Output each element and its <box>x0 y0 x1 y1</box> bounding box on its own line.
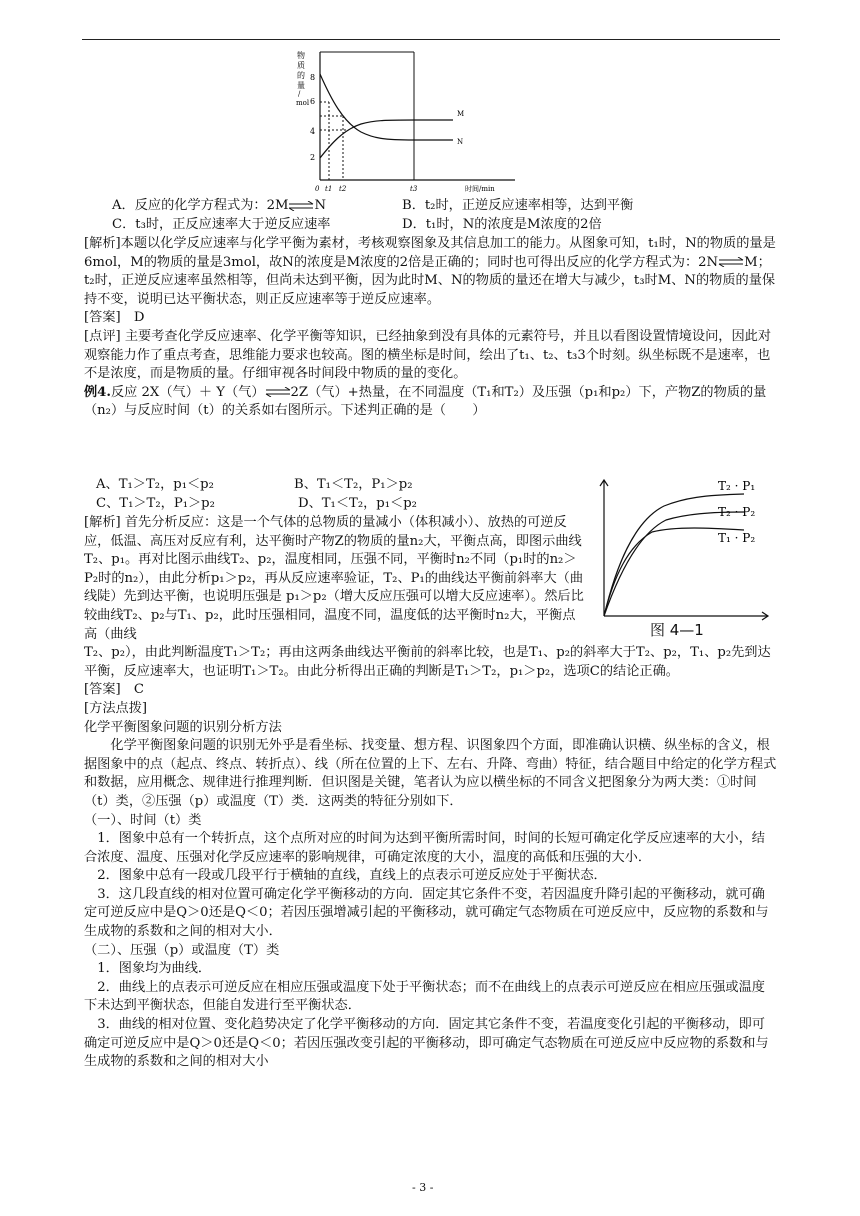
curve-label-t2-p1: T₂ · P₁ <box>718 479 756 493</box>
graph1-ylabel-4: 量 <box>297 81 305 90</box>
graph1-series-M-label: M <box>457 110 465 118</box>
graph1-ylabel-6: mol <box>296 99 310 107</box>
method-sec1-title: （一）、时间（t）类 <box>84 812 202 828</box>
method-heading: [方法点拨] <box>84 700 148 716</box>
graph1-ylabel-5: / <box>298 90 301 98</box>
graph1-xtick-t2: t2 <box>339 185 347 193</box>
ex4-stem-a: 反应 2X（气）＋ Y（气） <box>110 384 265 400</box>
method-sec1-item-2: 2．图象中总有一段或几段平行于横轴的直线，直线上的点表示可逆反应处于平衡状态． <box>97 868 607 884</box>
ex4-option-c: C、T₁＞T₂，P₁＞p₂ <box>96 496 215 511</box>
method-sec2-item-3: 3．曲线的相对位置、变化趋势决定了化学平衡移动的方向．固定其它条件不变，若温度变化引起的平衡移动，即可确定可逆反应中是Q＞0还是Q＜0；若因压强改变引起的平衡移动，即可确定气态物质在可逆反应中反应物的系数和与生成物的系数和之间的相对大小 <box>84 1017 769 1070</box>
page-number: - 3 - <box>412 1181 434 1194</box>
ex3-option-a <box>112 197 326 215</box>
ex3-answer: [答案] D <box>84 310 145 326</box>
ex3-option-d: D．t₁时，N的浓度是M浓度的2倍 <box>402 217 602 232</box>
graph1-ytick-2: 2 <box>310 153 316 162</box>
ex4-answer: [答案] C <box>84 682 144 698</box>
figure-caption: 图 4—1 <box>650 621 704 639</box>
ex4-option-a: A、T₁＞T₂，p₁＜p₂ <box>96 477 214 492</box>
amount-time-graph <box>283 44 515 196</box>
series-N-curve <box>320 74 453 140</box>
method-sec2-item-2: 2．曲线上的点表示可逆反应在相应压强或温度下处于平衡状态；而不在曲线上的点表示可逆反应在相应压强或温度下未达到平衡状态，但能自发进行至平衡状态． <box>84 979 765 1014</box>
ex4-stem-b: 2Z（气）+热量，在不同温度（T₁和T₂）及压强（p₁和p₂）下，产物Z的物质的量（n₂）与反应时间（t）的关系如右图所示。下述判正确的是（ ） <box>84 384 767 419</box>
equilibrium-arrow-icon <box>265 387 291 397</box>
graph1-xtick-t3: t3 <box>410 185 418 193</box>
graph1-xtick-0: 0 <box>315 185 320 193</box>
ex3-analysis <box>84 235 778 309</box>
graph1-xtick-t1: t1 <box>325 185 333 193</box>
equilibrium-arrow-icon <box>718 257 744 267</box>
ex3-option-b: B．t₂时，正逆反应速率相等，达到平衡 <box>402 198 634 213</box>
n2-time-graph <box>594 476 770 640</box>
ex4-stem <box>84 384 778 421</box>
graph1-ytick-8: 8 <box>310 73 316 82</box>
ex4-title: 例4. <box>84 384 111 400</box>
graph1-ytick-4: 4 <box>310 127 316 136</box>
ex3-option-a-end: N <box>314 198 327 213</box>
ex3-option-a-text: A．反应的化学方程式为：2M <box>112 198 289 213</box>
method-sec2-item-1: 1．图象均为曲线． <box>97 961 212 977</box>
curve-label-t1-p2: T₁ · P₂ <box>718 531 756 545</box>
ex3-analysis-part2: M；t₂时，正逆反应速率虽然相等，但尚未达到平衡，因为此时M、N的物质的量还在增大与减少，t₃时M、N的物质的量保持不变，说明已达平衡状态，则正反应速率等于逆反应速率。 <box>84 254 776 307</box>
ex3-analysis-part1: [解析]本题以化学反应速率与化学平衡为素材，考核观察图象及其信息加工的能力。从图象可知，t₁时，N的物质的量是6mol，M的物质的量是3mol，故N的浓度是M浓度的2倍是正确的；同时也可得出反应的化学方程式为：2N <box>84 236 776 270</box>
method-sec1-item-3: 3．这几段直线的相对位置可确定化学平衡移动的方向．固定其它条件不变，若因温度升降引起的平衡移动，就可确定可逆反应中是Q＞0还是Q＜0；若因压强增减引起的平衡移动，就可确定气态物质在可逆反应中，反应物的系数和与生成物的系数和之间的相对大小． <box>84 886 769 940</box>
method-sec2-title: （二）、压强（p）或温度（T）类 <box>84 942 280 958</box>
method-subtitle: 化学平衡图象问题的识别分析方法 <box>84 719 282 735</box>
curve-t2-p2 <box>604 512 744 616</box>
ex4-analysis-narrow: [解析] 首先分析反应：这是一个气体的总物质的量减小（体积减小）、放热的可逆反应，低温、高压对反应有利，达平衡时产物Z的物质的量n₂大，平衡点高，即图示曲线T₂、p₁。再对比图示曲线T₂、p₂，温度相同，压强不同，平衡时n₂不同（p₁时的n₂＞P₂时的n₂），由此分析p₁＞p₂，再从反应速率验证，T₂、P₁的曲线达平衡前斜率大（曲线陡）先到达平衡，也说明压强是 p₁＞p₂（增大反应压强可以增大反应速率）。然后比较曲线T₂、p₂与T₁、p₂，此时压强相同，温度不同，温度低的达平衡时n₂大，平衡点高（曲线 <box>84 515 584 642</box>
ex4-option-d: D、T₁＜T₂，p₁＜p₂ <box>298 496 417 511</box>
graph1-xlabel: 时间/min <box>465 185 495 193</box>
ex3-analysis-block <box>84 235 778 421</box>
ex4-analysis-wide: T₂、p₂），由此判断温度T₁＞T₂；再由这两条曲线达平衡前的斜率比较，也是T₁、p₂的斜率大于T₂、p₂，T₁、p₂先到达平衡，反应速率大，也证明T₁＞T₂。由此分析得出正确的判断是T₁＞T₂，p₁＞p₂，选项C的结论正确。 <box>84 645 771 679</box>
ex3-option-c: C．t₃时，正反应速率大于逆反应速率 <box>112 217 331 232</box>
graph1-ylabel-2: 质 <box>297 61 305 70</box>
graph1-series-N-label: N <box>457 138 464 146</box>
graph1-ylabel-1: 物 <box>297 51 305 60</box>
graph1-ytick-6: 6 <box>310 97 316 106</box>
graph1-ylabel-3: 的 <box>297 71 305 80</box>
curve-label-t2-p2: T₂ · P₂ <box>718 505 756 519</box>
ex4-option-b: B、T₁＜T₂，P₁＞p₂ <box>294 477 413 492</box>
ex3-comment: [点评] 主要考查化学反应速率、化学平衡等知识，已经抽象到没有具体的元素符号，并且以看图设置情境设问，因此对观察能力作了重点考查，思维能力要求也较高。图的横坐标是时间，绘出了t₁、t₂、t₃3个时刻。纵坐标既不是速率，也不是浓度，而是物质的量。仔细审视各时间段中物质的量的变化。 <box>84 328 772 382</box>
header-rule <box>82 39 780 40</box>
equilibrium-arrow-icon <box>288 201 314 211</box>
method-sec1-item-1: 1．图象中总有一个转折点，这个点所对应的时间为达到平衡所需时间，时间的长短可确定化学反应速率的大小，结合浓度、温度、压强对化学反应速率的影响规律，可确定浓度的大小，温度的高低和压强的大小． <box>84 831 765 865</box>
method-intro: 化学平衡图象问题的识别无外乎是看坐标、找变量、想方程、识图象四个方面，即准确认识横、纵坐标的含义，根据图象中的点（起点、终点、转折点）、线（所在位置的上下、左右、升降、弯曲）特征，结合题目中给定的化学方程式和数据，应用概念、规律进行推理判断．但识图是关键，笔者认为应以横坐标的不同含义把图象分为两大类：①时间（t）类，②压强（p）或温度（T）类．这两类的特征分别如下． <box>84 738 777 809</box>
